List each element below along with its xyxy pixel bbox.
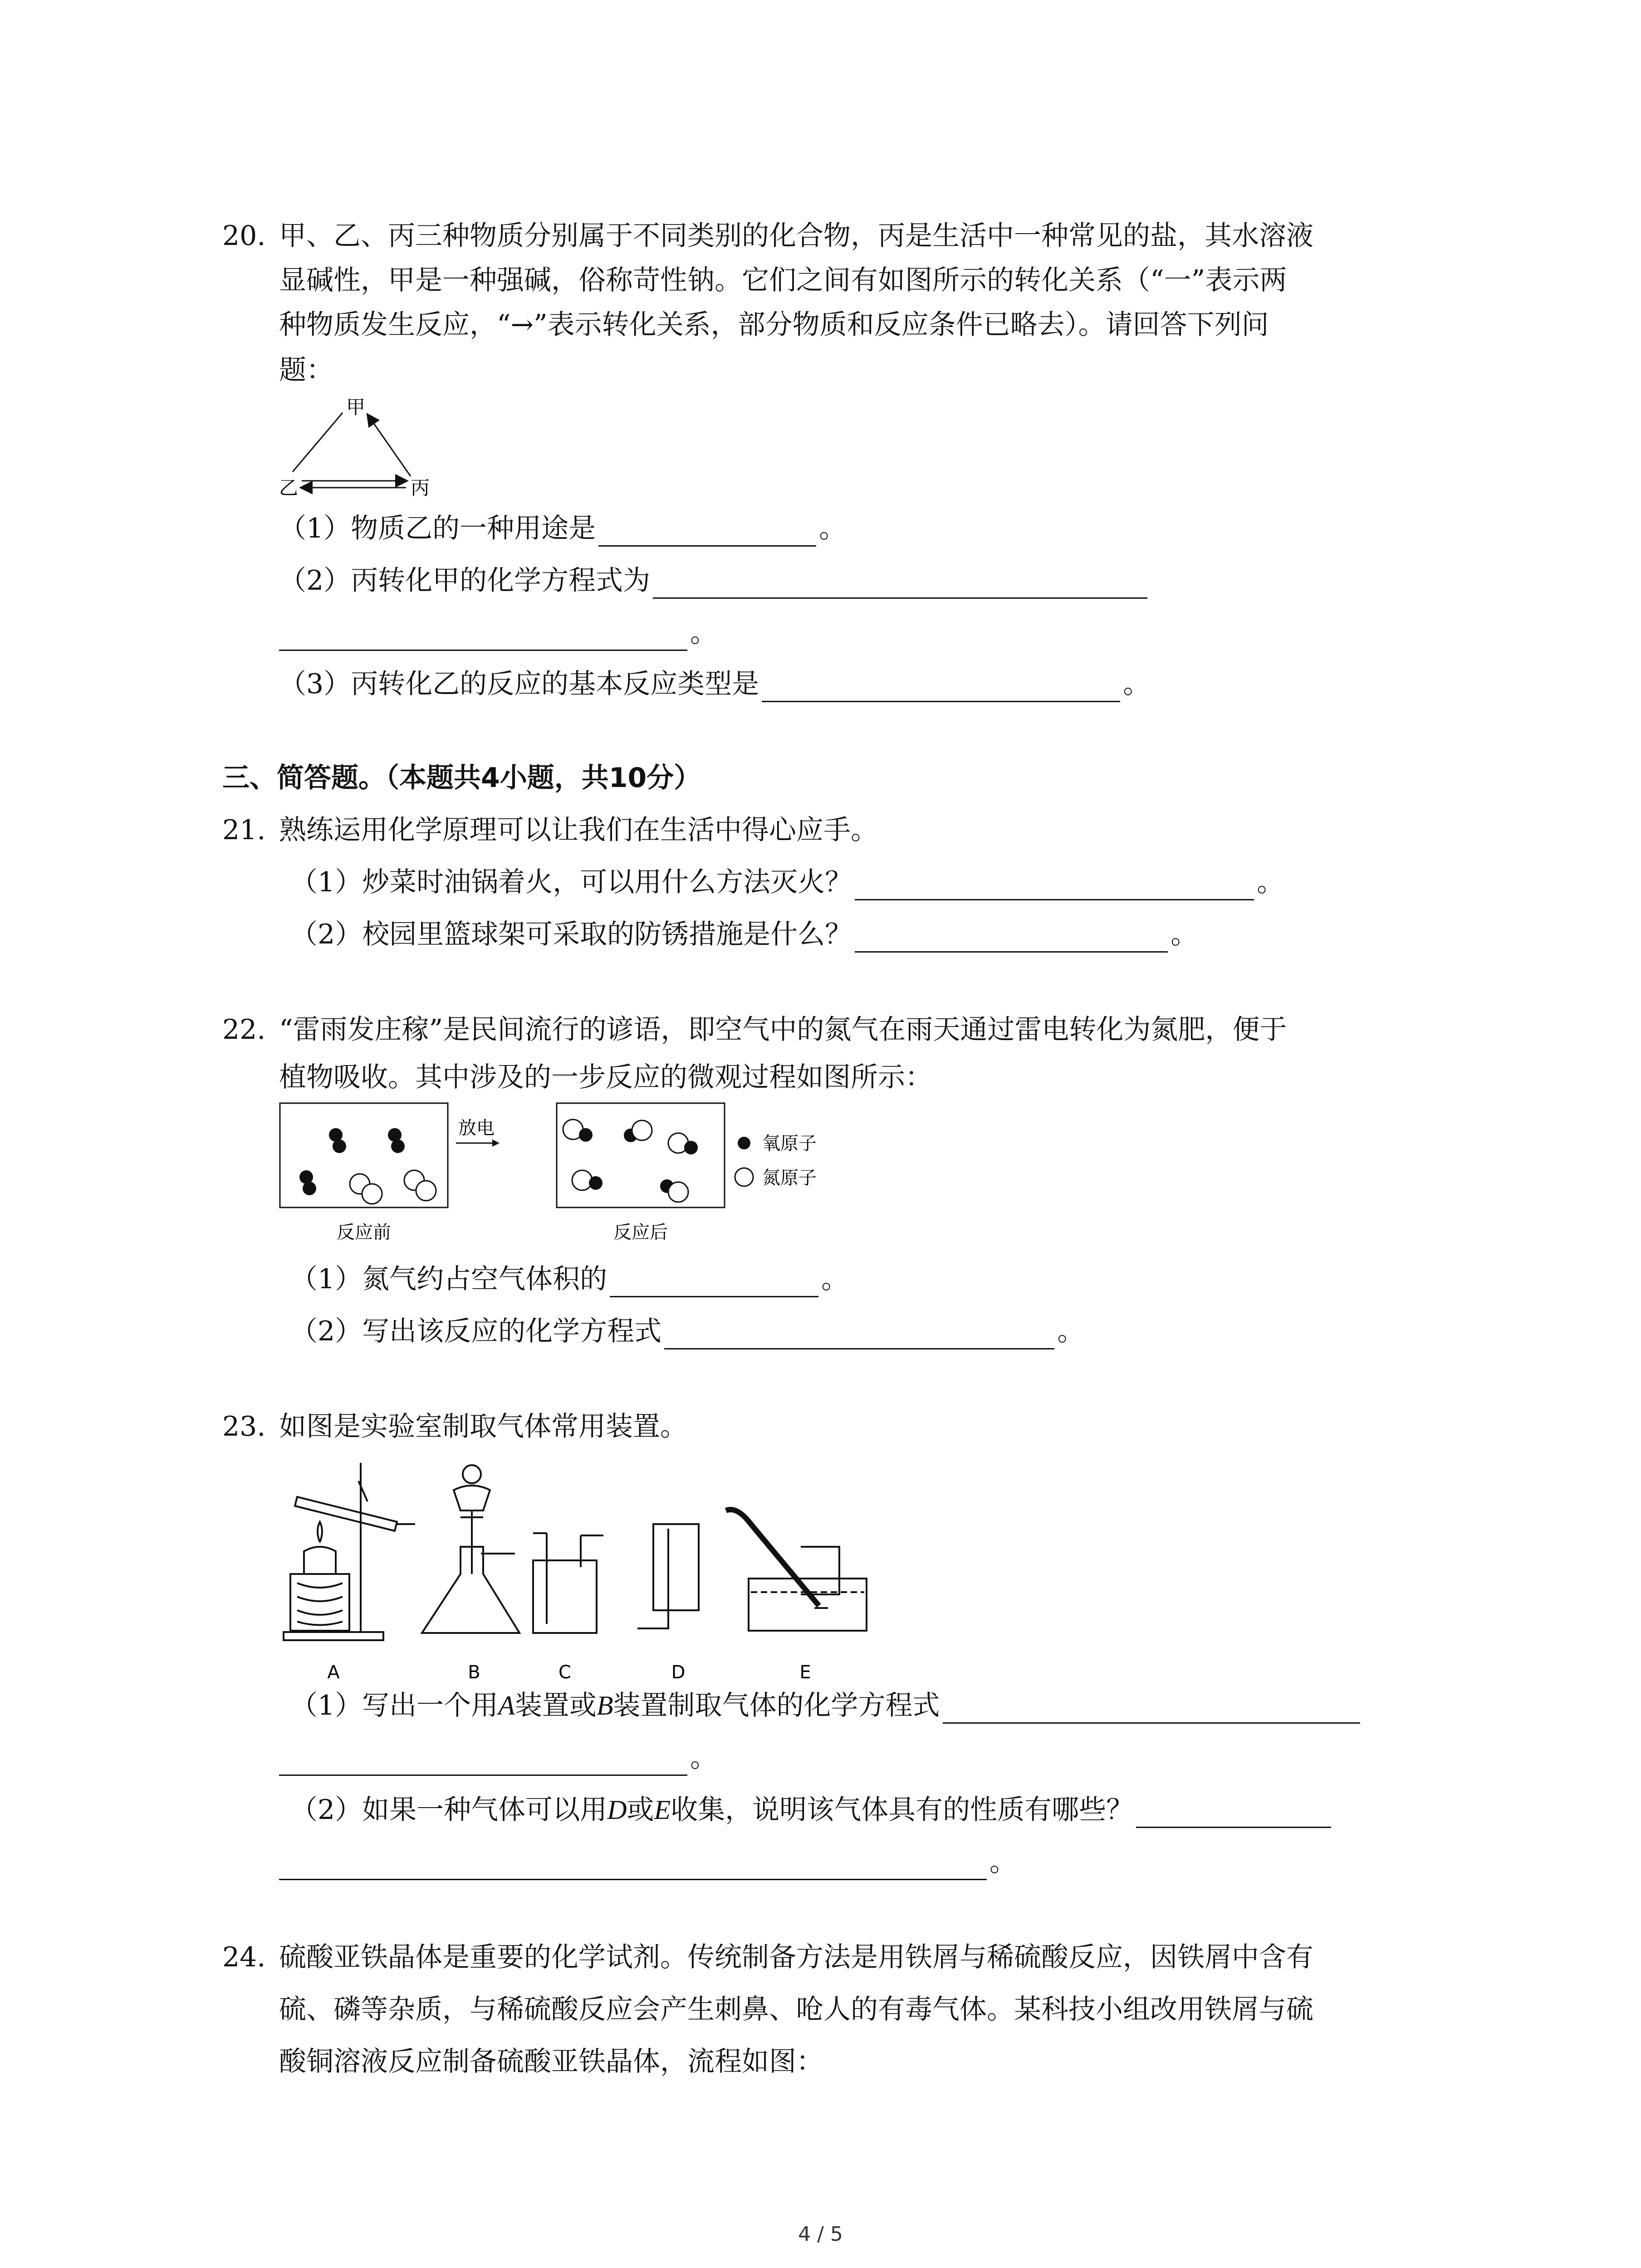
q23-sub1-apparatus-b: B bbox=[596, 1691, 613, 1721]
funnel-stopper bbox=[463, 1465, 481, 1483]
q23-sub1-apparatus-a: A bbox=[498, 1691, 515, 1721]
q21-sub2-text: （2）校园里篮球架可采取的防锈措施是什么？ bbox=[290, 919, 852, 950]
q22-stem-line1: “雷雨发庄稼”是民间流行的谚语，即空气中的氮气在雨天通过雷电转化为氮肥，便于 bbox=[279, 1014, 1287, 1046]
q23-sub2-apparatus-d: D bbox=[607, 1795, 627, 1825]
q20-sub2-text: （2）丙转化甲的化学方程式为 bbox=[279, 565, 651, 596]
q22-number: 22. bbox=[222, 1014, 266, 1046]
apparatus-b bbox=[422, 1465, 519, 1633]
oxygen-atom bbox=[303, 1182, 316, 1195]
q21-number: 21. bbox=[222, 814, 266, 846]
q22-sub1-text: （1）氮气约占空气体积的 bbox=[290, 1263, 607, 1295]
q20-sub2-end: 。 bbox=[690, 617, 717, 649]
apparatus-d bbox=[637, 1524, 699, 1628]
nitrogen-atom bbox=[632, 1120, 652, 1140]
wood-grain bbox=[297, 1583, 343, 1625]
oxygen-atom bbox=[589, 1176, 603, 1190]
q21-sub1-answer-blank[interactable] bbox=[855, 869, 1254, 900]
q24-stem-line3: 酸铜溶液反应制备硫酸亚铁晶体，流程如图： bbox=[279, 2046, 823, 2077]
apparatus-a-label: A bbox=[327, 1662, 340, 1683]
q20-relation-diagram bbox=[279, 395, 442, 499]
collecting-bottle bbox=[653, 1524, 699, 1610]
q22-after-box bbox=[557, 1103, 725, 1207]
q23-sub2-text-mid: 或 bbox=[627, 1794, 654, 1826]
q23-sub1-answer-blank[interactable] bbox=[943, 1692, 1360, 1724]
q24-stem-line1: 硫酸亚铁晶体是重要的化学试剂。传统制备方法是用铁屑与稀硫酸反应，因铁屑中含有 bbox=[279, 1941, 1313, 1973]
q23-sub1-end: 。 bbox=[690, 1742, 717, 1774]
q22-microscopic-diagram bbox=[279, 1102, 869, 1252]
q22-sub2 bbox=[290, 1313, 1084, 1349]
q20-sub2-answer-blank-2[interactable] bbox=[279, 620, 687, 651]
q22-sub2-answer-blank[interactable] bbox=[664, 1318, 1054, 1349]
q20-stem-line2: 显碱性，甲是一种强碱，俗称苛性钠。它们之间有如图所示的转化关系（“一”表示两 bbox=[279, 264, 1287, 296]
q24-stem-line2: 硫、磷等杂质，与稀硫酸反应会产生刺鼻、呛人的有毒气体。某科技小组改用铁屑与硫 bbox=[279, 1994, 1313, 2025]
q23-sub2-text-post: 收集，说明该气体具有的性质有哪些？ bbox=[671, 1794, 1134, 1826]
iron-stand-base bbox=[284, 1632, 383, 1640]
water-trough bbox=[749, 1579, 867, 1631]
q20-sub1-text: （1）物质乙的一种用途是 bbox=[279, 513, 596, 544]
q23-sub2-answer-blank-2[interactable] bbox=[279, 1849, 987, 1880]
q23-sub1-text-post: 装置制取气体的化学方程式 bbox=[613, 1690, 940, 1721]
q22-arrow-head bbox=[492, 1139, 500, 1147]
q20-sub1-end: 。 bbox=[819, 513, 847, 544]
tube-ends bbox=[533, 1533, 603, 1535]
q23-sub1-text-mid: 装置或 bbox=[514, 1690, 597, 1721]
nitrogen-atom bbox=[668, 1182, 688, 1202]
q22-after-molecules bbox=[563, 1119, 698, 1202]
q22-stem-line2: 植物吸收。其中涉及的一步反应的微观过程如图所示： bbox=[279, 1061, 932, 1093]
apparatus-b-label: B bbox=[468, 1662, 480, 1683]
page-number: 4 / 5 bbox=[798, 2223, 843, 2246]
flame-icon bbox=[318, 1522, 322, 1542]
q22-before-molecules bbox=[299, 1128, 436, 1204]
q22-legend-oxygen-label: 氧原子 bbox=[762, 1133, 817, 1154]
gas-bottle bbox=[533, 1560, 597, 1633]
q23-apparatus-figure bbox=[279, 1456, 892, 1692]
q22-legend-nitrogen-label: 氮原子 bbox=[762, 1168, 817, 1188]
q22-sub1 bbox=[290, 1261, 848, 1297]
q22-legend-nitrogen-icon bbox=[735, 1168, 753, 1186]
q20-sub1 bbox=[279, 510, 846, 547]
apparatus-c-label: C bbox=[558, 1662, 571, 1683]
q23-sub2-answer-blank[interactable] bbox=[1136, 1797, 1331, 1828]
q21-sub1-text: （1）炒菜时油锅着火，可以用什么方法灭火？ bbox=[290, 866, 852, 898]
q23-sub2-end: 。 bbox=[989, 1846, 1017, 1878]
q20-sub2 bbox=[279, 562, 1150, 599]
nitrogen-atom bbox=[572, 1170, 592, 1190]
q20-sub2-answer-blank[interactable] bbox=[653, 567, 1147, 599]
apparatus-c bbox=[533, 1533, 603, 1633]
apparatus-a bbox=[284, 1463, 415, 1640]
q20-sub1-answer-blank[interactable] bbox=[598, 515, 816, 547]
q20-stem-line3: 种物质发生反应，“→”表示转化关系，部分物质和反应条件已略去）。请回答下列问 bbox=[279, 309, 1269, 341]
q21-sub1 bbox=[290, 864, 1284, 900]
separatory-funnel bbox=[454, 1486, 490, 1510]
q23-sub1-answer-blank-2[interactable] bbox=[279, 1745, 687, 1776]
q20-diagram-right-label: 丙 bbox=[411, 477, 430, 499]
apparatus-d-label: D bbox=[671, 1662, 686, 1683]
q20-stem-line4: 题： bbox=[279, 354, 333, 386]
q23-sub2-continued bbox=[279, 1844, 1017, 1880]
oxygen-atom bbox=[391, 1139, 405, 1153]
q23-sub1 bbox=[290, 1687, 1363, 1724]
q20-sub2-continued bbox=[279, 615, 717, 651]
q20-sub3 bbox=[279, 666, 1150, 702]
q20-arrow-bing-to-jia bbox=[368, 415, 411, 476]
q22-sub1-end: 。 bbox=[821, 1263, 849, 1295]
apparatus-e-label: E bbox=[799, 1662, 811, 1683]
q22-after-label: 反应后 bbox=[613, 1222, 668, 1243]
q22-legend-oxygen-icon bbox=[738, 1137, 750, 1149]
q23-sub2 bbox=[290, 1792, 1334, 1828]
q20-sub3-answer-blank[interactable] bbox=[762, 671, 1120, 702]
q22-before-label: 反应前 bbox=[337, 1222, 391, 1243]
nitrogen-atom bbox=[416, 1181, 436, 1201]
q21-sub1-end: 。 bbox=[1257, 866, 1284, 898]
q21-sub2 bbox=[290, 916, 1198, 953]
q22-sub1-answer-blank[interactable] bbox=[610, 1266, 818, 1297]
oxygen-atom bbox=[684, 1141, 698, 1154]
q23-sub2-text-pre: （2）如果一种气体可以用 bbox=[290, 1794, 607, 1826]
q20-reaction-line bbox=[293, 413, 343, 472]
q21-stem: 熟练运用化学原理可以让我们在生活中得心应手。 bbox=[279, 814, 878, 846]
q20-sub3-text: （3）丙转化乙的反应的基本反应类型是 bbox=[279, 668, 759, 700]
q22-sub2-end: 。 bbox=[1057, 1315, 1085, 1347]
q23-sub1-text-pre: （1）写出一个用 bbox=[290, 1690, 499, 1721]
q22-sub2-text: （2）写出该反应的化学方程式 bbox=[290, 1315, 662, 1347]
nitrogen-atom bbox=[362, 1184, 382, 1204]
q23-sub1-continued bbox=[279, 1740, 717, 1776]
q24-number: 24. bbox=[222, 1941, 266, 1973]
q20-number: 20. bbox=[222, 220, 266, 252]
test-tube bbox=[295, 1497, 397, 1531]
q23-number: 23. bbox=[222, 1411, 266, 1442]
section3-title: 三、简答题。（本题共4小题，共10分） bbox=[222, 762, 701, 794]
conical-flask bbox=[422, 1547, 519, 1633]
q20-diagram-left-label: 乙 bbox=[279, 477, 299, 499]
alcohol-lamp bbox=[304, 1547, 336, 1574]
q20-stem-line1: 甲、乙、丙三种物质分别属于不同类别的化合物，丙是生活中一种常见的盐，其水溶液 bbox=[279, 220, 1313, 252]
apparatus-e bbox=[726, 1510, 867, 1631]
q21-sub2-end: 。 bbox=[1171, 919, 1198, 950]
oxygen-atom bbox=[579, 1128, 593, 1142]
q20-sub3-end: 。 bbox=[1123, 668, 1151, 700]
q22-arrow-label: 放电 bbox=[458, 1118, 495, 1139]
q23-stem: 如图是实验室制取气体常用装置。 bbox=[279, 1411, 687, 1442]
q20-diagram-top-label: 甲 bbox=[346, 396, 366, 418]
q21-sub2-answer-blank[interactable] bbox=[855, 921, 1168, 953]
oxygen-atom bbox=[333, 1139, 346, 1153]
q23-sub2-apparatus-e: E bbox=[654, 1795, 671, 1825]
